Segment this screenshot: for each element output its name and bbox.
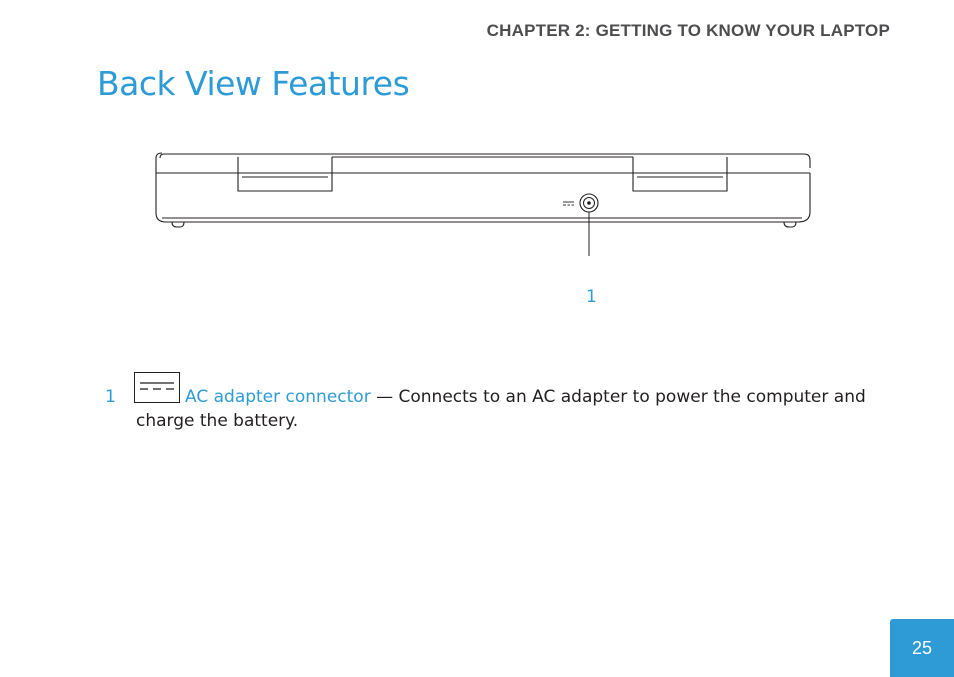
feature-description-text: — Connects to an AC adapter to power the computer and charge the battery. [136,387,866,431]
feature-description [136,385,881,433]
laptop-back-view [150,148,814,232]
dc-power-symbol [563,202,574,205]
ac-adapter-port-icon [580,194,598,212]
page-number: 25 [890,619,954,677]
page-title: Back View Features [97,64,410,103]
feature-number: 1 [105,387,116,407]
chapter-header: CHAPTER 2: GETTING TO KNOW YOUR LAPTOP [486,21,890,40]
callout-number: 1 [586,287,597,307]
feature-term: AC adapter connector [185,387,371,407]
callout-leader-line [588,232,590,256]
